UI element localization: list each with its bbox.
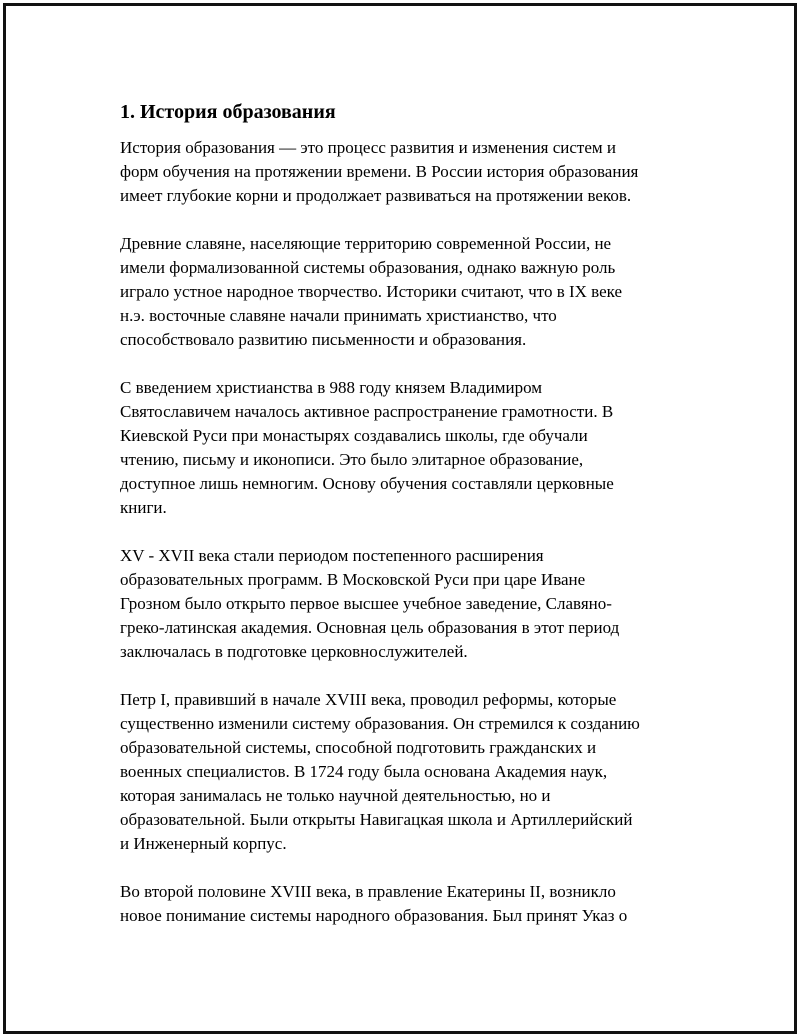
paragraph-2: [120, 232, 700, 352]
text-line: образовательной системы, способной подготовить гражданских и: [120, 738, 597, 757]
paragraph-6: [120, 880, 700, 928]
text-line: История образования — это процесс развития и изменения систем и: [120, 138, 617, 157]
paragraph-4: [120, 544, 700, 664]
text-line: Святославичем началось активное распространение грамотности. В: [120, 402, 614, 421]
text-line: форм обучения на протяжении времени. В России история образования: [120, 162, 639, 181]
text-line: которая занималась не только научной деятельностью, но и: [120, 786, 551, 805]
text-line: образовательных программ. В Московской Руси при царе Иване: [120, 570, 586, 589]
section-heading: 1. История образования: [120, 101, 336, 123]
text-line: Грозном было открыто первое высшее учебное заведение, Славяно-: [120, 594, 612, 613]
text-line: имеет глубокие корни и продолжает развиваться на протяжении веков.: [120, 186, 632, 205]
text-line: XV - XVII века стали периодом постепенного расширения: [120, 546, 544, 565]
text-line: Киевской Руси при монастырях создавались школы, где обучали: [120, 426, 588, 445]
text-line: н.э. восточные славяне начали принимать христианство, что: [120, 306, 557, 325]
text-line: имели формализованной системы образования, однако важную роль: [120, 258, 616, 277]
text-line: доступное лишь немногим. Основу обучения составляли церковные: [120, 474, 614, 493]
text-line: Петр I, правивший в начале XVIII века, проводил реформы, которые: [120, 690, 617, 709]
text-line: играло устное народное творчество. Историки считают, что в IX веке: [120, 282, 623, 301]
text-line: Во второй половине XVIII века, в правление Екатерины II, возникло: [120, 882, 616, 901]
paragraph-1: [120, 136, 700, 208]
text-line: Древние славяне, населяющие территорию современной России, не: [120, 234, 612, 253]
text-line: и Инженерный корпус.: [120, 834, 287, 853]
document-body: [120, 98, 700, 952]
text-line: греко-латинская академия. Основная цель образования в этот период: [120, 618, 620, 637]
text-line: новое понимание системы народного образования. Был принят Указ о: [120, 906, 628, 925]
text-line: чтению, письму и иконописи. Это было элитарное образование,: [120, 450, 584, 469]
text-line: С введением христианства в 988 году князем Владимиром: [120, 378, 543, 397]
text-line: заключалась в подготовке церковнослужителей.: [120, 642, 468, 661]
paragraph-3: [120, 376, 700, 520]
text-line: существенно изменили систему образования. Он стремился к созданию: [120, 714, 640, 733]
text-line: военных специалистов. В 1724 году была основана Академия наук,: [120, 762, 608, 781]
paragraph-5: [120, 688, 700, 856]
text-line: способствовало развитию письменности и образования.: [120, 330, 527, 349]
text-line: образовательной. Были открыты Навигацкая школа и Артиллерийский: [120, 810, 633, 829]
text-line: книги.: [120, 498, 167, 517]
page-frame: [3, 3, 797, 1034]
